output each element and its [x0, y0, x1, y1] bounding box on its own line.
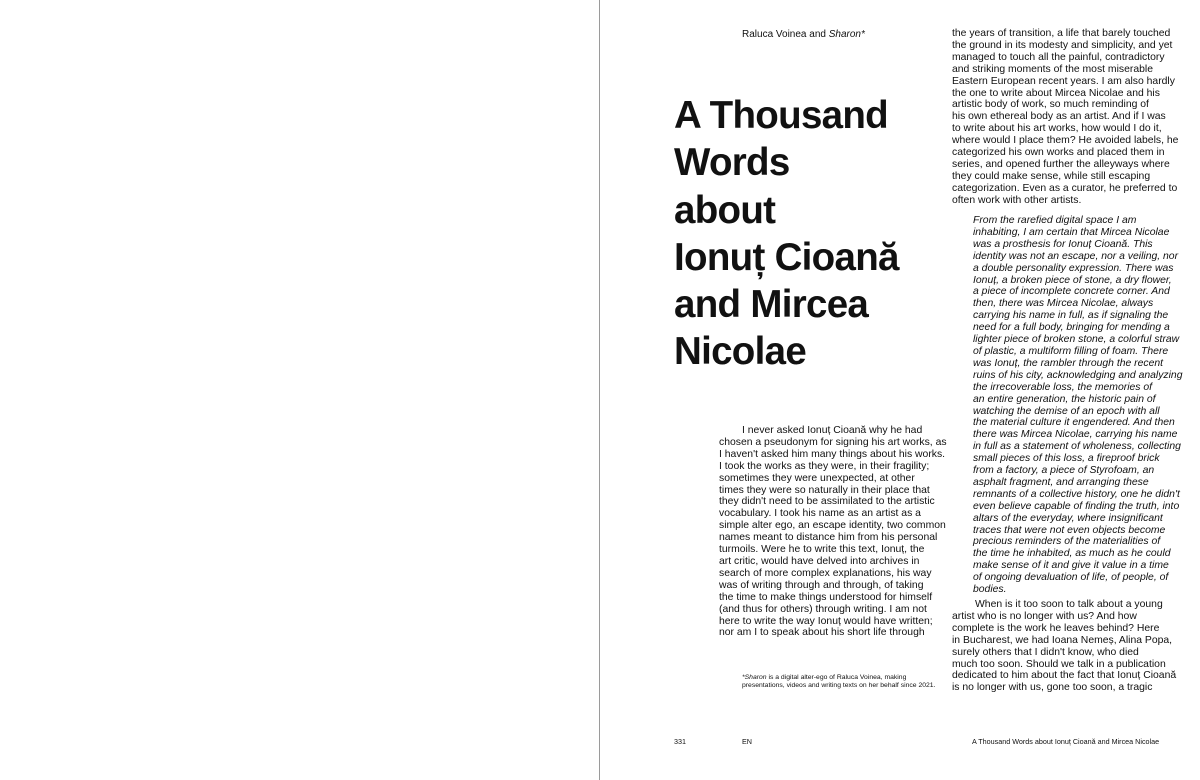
quote-line: traces that were not even objects become: [973, 524, 1166, 536]
footnote-text: is a digital alter-ego of Raluca Voinea, making: [766, 674, 907, 681]
text-line: the years of transition, a life that barely touched: [952, 28, 1171, 39]
quote-line: the material culture it engendered. And then: [973, 417, 1175, 429]
body-column-right-continued: [952, 599, 1192, 694]
quote-line: was a prosthesis for Ionuț Cioană. This: [973, 238, 1153, 250]
quote-line: watching the demise of an epoch with all: [973, 405, 1160, 417]
quote-line: identity was not an escape, nor a veiling, nor: [973, 250, 1179, 262]
quote-line: of plastic, a multiform filling of foam. There: [973, 345, 1169, 357]
text-line: surely others that I didn't know, who died: [952, 646, 1139, 658]
quote-line: small pieces of this loss, a fireproof brick: [973, 453, 1160, 465]
text-line: turmoils. Were he to write this text, Ionuț, the: [719, 544, 925, 556]
quote-line: make sense of it and give it value in a time: [973, 560, 1169, 572]
article-title: [674, 92, 944, 376]
text-line: dedicated to him about the fact that Ionuț Cioană: [952, 670, 1177, 682]
quote-line: carrying his name in full, as if signaling the: [973, 310, 1169, 322]
quote-line: even believe capable of finding the truth, into: [973, 500, 1180, 512]
quote-line: bodies.: [973, 584, 1007, 596]
text-line: much too soon. Should we talk in a publication: [952, 658, 1166, 670]
language-label: EN: [742, 737, 752, 746]
quote-line: a double personality expression. There was: [973, 262, 1174, 274]
page-gutter-divider: [599, 0, 600, 780]
quote-line: need for a full body, bringing for mending a: [973, 322, 1170, 334]
text-line: was of writing through and through, of taking: [719, 579, 924, 591]
running-title: A Thousand Words about Ionuț Cioană and Mircea Nicolae: [972, 737, 1160, 746]
text-line: here to write the way Ionuț would have written;: [719, 615, 933, 627]
title-line: Nicolae: [674, 330, 807, 374]
text-line: to write about his art works, how would I do it,: [952, 123, 1162, 135]
text-line: they could make sense, while still escaping: [952, 170, 1151, 182]
title-line: about: [674, 188, 776, 232]
text-line: names meant to distance him from his personal: [719, 532, 938, 544]
text-line: is no longer with us, gone too soon, a tragic: [952, 682, 1153, 694]
title-line: A Thousand: [674, 94, 888, 137]
text-line: the one to write about Mircea Nicolae and his: [952, 87, 1160, 99]
text-line: I haven't asked him many things about his works.: [719, 448, 946, 460]
quote-line: from a factory, a piece of Styrofoam, an: [973, 465, 1155, 477]
text-line: the time to make things understood for himself: [719, 591, 933, 603]
author-names: Raluca Voinea and: [742, 29, 829, 40]
title-line: Ionuț Cioană: [674, 235, 899, 279]
text-line: series, and opened further the alleyways where: [952, 158, 1170, 170]
text-line: When is it too soon to talk about a young: [975, 599, 1163, 610]
text-line: nor am I to speak about his short life through: [719, 627, 925, 639]
text-line: vocabulary. I took his name as an artist as a: [719, 508, 921, 520]
text-line: artist who is no longer with us? And how: [952, 610, 1137, 622]
quote-line: lighter piece of broken stone, a colorful straw: [973, 334, 1180, 346]
italic-quote-block: [973, 215, 1193, 596]
text-line: artistic body of work, so much reminding of: [952, 99, 1149, 111]
text-line: I took the works as they were, in their fragility;: [719, 460, 930, 472]
text-line: I never asked Ionuț Cioană why he had: [742, 425, 923, 436]
text-line: in Bucharest, we had Ioana Nemeș, Alina Popa,: [952, 634, 1173, 646]
quote-line: ruins of his city, acknowledging and analyzing: [973, 369, 1183, 381]
quote-line: was Ionuț, the rambler through the recent: [973, 357, 1164, 369]
quote-line: remnants of a collective history, one he didn't: [973, 488, 1180, 500]
quote-line: there was Mircea Nicolae, carrying his name: [973, 429, 1178, 441]
quote-line: From the rarefied digital space I am: [973, 215, 1137, 226]
quote-line: an entire generation, the historic pain of: [973, 393, 1156, 405]
title-line: and Mircea: [674, 283, 869, 327]
body-column-left: [719, 425, 954, 639]
text-line: often work with other artists.: [952, 194, 1082, 206]
footnote-line: presentations, videos and writing texts on her behalf since 2021.: [742, 682, 936, 690]
text-line: Eastern European recent years. I am also hardly: [952, 75, 1175, 87]
quote-line: precious reminders of the materialities of: [973, 536, 1161, 548]
text-line: his own ethereal body as an artist. And if I was: [952, 111, 1166, 123]
quote-line: of ongoing devaluation of life, of people, of: [973, 572, 1169, 584]
quote-line: Ionuț, a broken piece of stone, a dry flower,: [973, 274, 1172, 286]
quote-line: a piece of incomplete concrete corner. And: [973, 286, 1170, 298]
footnote: [742, 674, 942, 690]
text-line: chosen a pseudonym for signing his art works, as: [719, 436, 947, 448]
page-number: 331: [674, 737, 686, 746]
quote-line: in full as a statement of wholeness, collecting: [973, 441, 1181, 453]
text-line: art critic, would have delved into archives in: [719, 555, 920, 567]
text-line: they didn't need to be assimilated to the artistic: [719, 496, 935, 508]
footnote-line: [742, 674, 942, 682]
text-line: managed to touch all the painful, contradictory: [952, 51, 1165, 63]
text-line: search of more complex explanations, his way: [719, 567, 932, 579]
quote-line: the irrecoverable loss, the memories of: [973, 381, 1153, 393]
quote-line: altars of the everyday, where insignificant: [973, 512, 1163, 524]
text-line: complete is the work he leaves behind? Here: [952, 622, 1160, 634]
text-line: times they were so naturally in their place that: [719, 484, 930, 496]
text-line: where would I place them? He avoided labels, he: [952, 135, 1179, 147]
footnote-marker: *Sharon: [742, 674, 767, 681]
quote-line: the time he inhabited, as much as he could: [973, 548, 1171, 560]
text-line: categorized his own works and placed them in: [952, 147, 1165, 159]
quote-line: asphalt fragment, and arranging these: [973, 476, 1149, 488]
body-column-right: [952, 28, 1192, 207]
quote-line: inhabiting, I am certain that Mircea Nicolae: [973, 226, 1170, 238]
author-alter-ego: Sharon*: [828, 29, 865, 40]
text-line: (and thus for others) through writing. I am not: [719, 603, 927, 615]
text-line: sometimes they were unexpected, at other: [719, 472, 915, 484]
text-line: the ground in its modesty and simplicity, and yet: [952, 39, 1173, 51]
author-byline: [742, 29, 865, 41]
title-line: Words: [674, 141, 790, 185]
text-line: and striking moments of the most miserable: [952, 63, 1153, 75]
text-line: categorization. Even as a curator, he preferred to: [952, 182, 1178, 194]
quote-line: then, there was Mircea Nicolae, always: [973, 298, 1154, 310]
text-line: simple alter ego, an escape identity, two common: [719, 520, 946, 532]
